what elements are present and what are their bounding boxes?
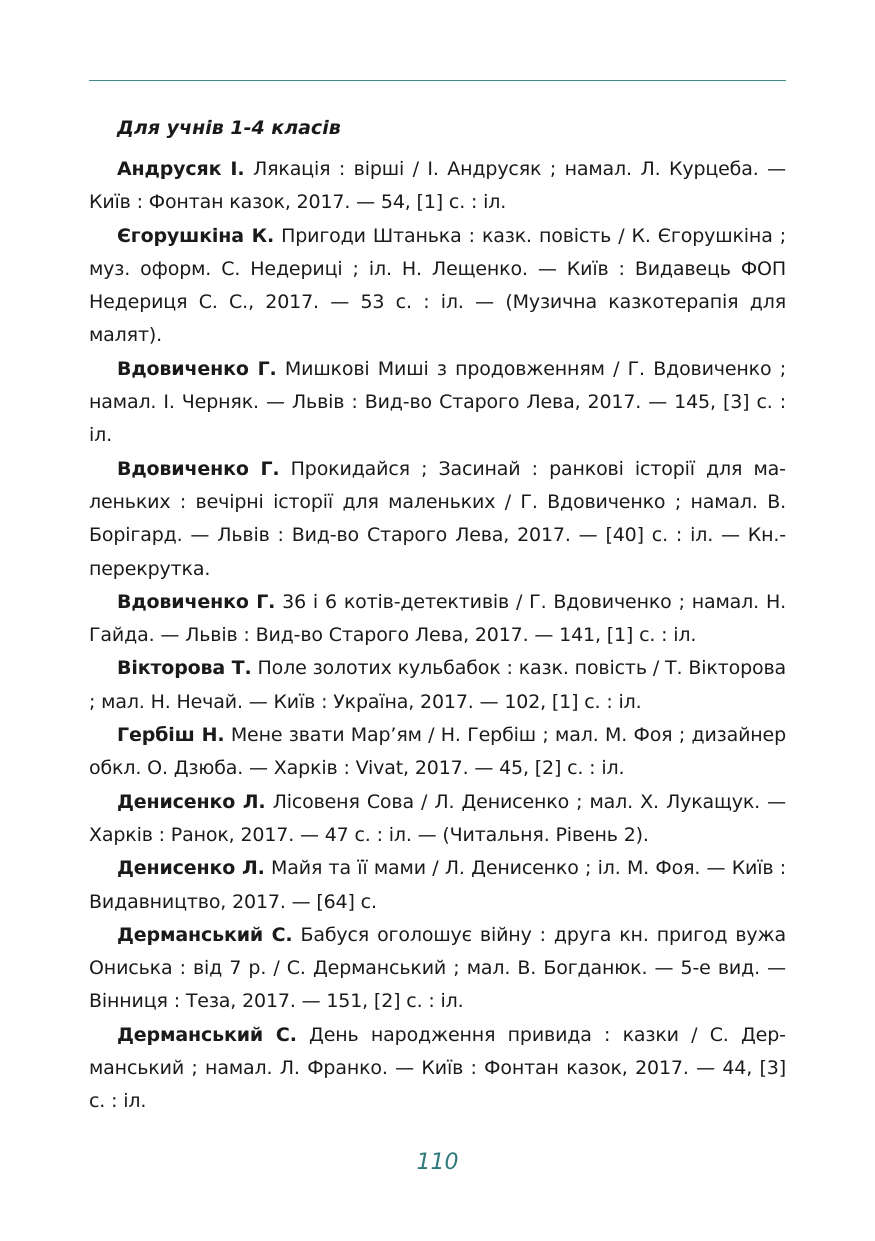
bibliography-entry	[89, 353, 786, 453]
entry-text: Майя та її мами / Л. Денисенко ; іл. М. Фоя. — Київ : Видавництво, 2017. — [64] с.	[89, 857, 786, 913]
section-heading: Для учнів 1-4 класів	[117, 117, 341, 139]
entry-author: Андрусяк І.	[117, 158, 245, 180]
entry-author: Вікторова Т.	[117, 657, 252, 680]
entry-author: Гербіш Н.	[117, 724, 225, 747]
entry-text: Лякація : вірші / І. Андрусяк ; намал. Л. Курцеба. — Київ : Фонтан казок, 2017. — 54, [1] с. : іл.	[89, 158, 787, 214]
bibliography-entry	[89, 453, 786, 586]
page-number: 110	[416, 1150, 459, 1175]
bibliography-entry	[89, 153, 786, 220]
bibliography-list	[89, 153, 786, 1119]
bibliography-entry	[89, 919, 786, 1019]
entry-text: Пригоди Штанька : казк. повість / К. Єгорушкіна ; муз. оформ. С. Недериці ; іл. Н. Лещенко. — Київ : Видавець ФОП Недериця С. С., 2017. — 53 с. : іл. — (Музична казкотерапія для малят).	[89, 224, 786, 347]
entry-text: Мене звати Мар’ям / Н. Гербіш ; мал. М. Фоя ; дизайнер обкл. О. Дзюба. — Харків : Vivat, 2017. — 45, [2] с. : іл.	[89, 724, 787, 780]
bibliography-entry	[89, 786, 786, 853]
page-content	[89, 112, 786, 1119]
entry-text: Лісовеня Сова / Л. Денисенко ; мал. Х. Лукащук. — Харків : Ранок, 2017. — 47 с. : іл. — (Читальня. Рівень 2).	[89, 790, 786, 846]
bibliography-entry	[89, 652, 786, 719]
entry-text: Мишкові Миші з продовженням / Г. Вдовиченко ; намал. І. Черняк. — Львів : Вид-во Старого Лева, 2017. — 145, [3] с. : іл.	[89, 357, 786, 447]
bibliography-entry	[89, 220, 786, 353]
entry-author: Вдовиченко Г.	[117, 590, 276, 613]
entry-text: Поле золотих кульбабок : казк. повість / Т. Вікторова ; мал. Н. Нечай. — Київ : Україна, 2017. — 102, [1] с. : іл.	[89, 657, 787, 713]
entry-author: Єгорушкіна К.	[117, 224, 275, 247]
entry-author: Денисенко Л.	[117, 790, 266, 813]
entry-text: Прокидайся ; Засинай : ранкові історії для маленьких : вечірні історії для маленьких / Г. Вдовиченко ; намал. В. Борігард. — Львів : Вид-во Старого Лева, 2017. — [40] с. : іл. — Кн.-перекрутка.	[89, 457, 786, 580]
entry-text: 36 і 6 котів-детективів / Г. Вдовиченко ; намал. Н. Гайда. — Львів : Вид-во Старого Лева, 2017. — 141, [1] с. : іл.	[89, 590, 786, 647]
bibliography-entry	[89, 852, 786, 919]
entry-author: Дерманський С.	[117, 923, 293, 946]
entry-author: Дерманський С.	[117, 1023, 297, 1046]
bibliography-entry	[89, 1019, 786, 1119]
entry-author: Денисенко Л.	[117, 857, 265, 880]
entry-text: Бабуся оголошує війну : друга кн. пригод вужа Ониська : від 7 р. / С. Дерманський ; мал. В. Богданюк. — 5-е вид. — Вінниця : Теза, 2017. — 151, [2] с. : іл.	[89, 923, 786, 1013]
entry-author: Вдовиченко Г.	[117, 457, 280, 480]
header-rule	[89, 80, 786, 81]
entry-text: День народження привида : казки / С. Дерманський ; намал. Л. Франко. — Київ : Фонтан казок, 2017. — 44, [3] с. : іл.	[89, 1023, 786, 1113]
bibliography-entry	[89, 719, 786, 786]
entry-author: Вдовиченко Г.	[117, 357, 277, 380]
bibliography-entry	[89, 586, 786, 653]
